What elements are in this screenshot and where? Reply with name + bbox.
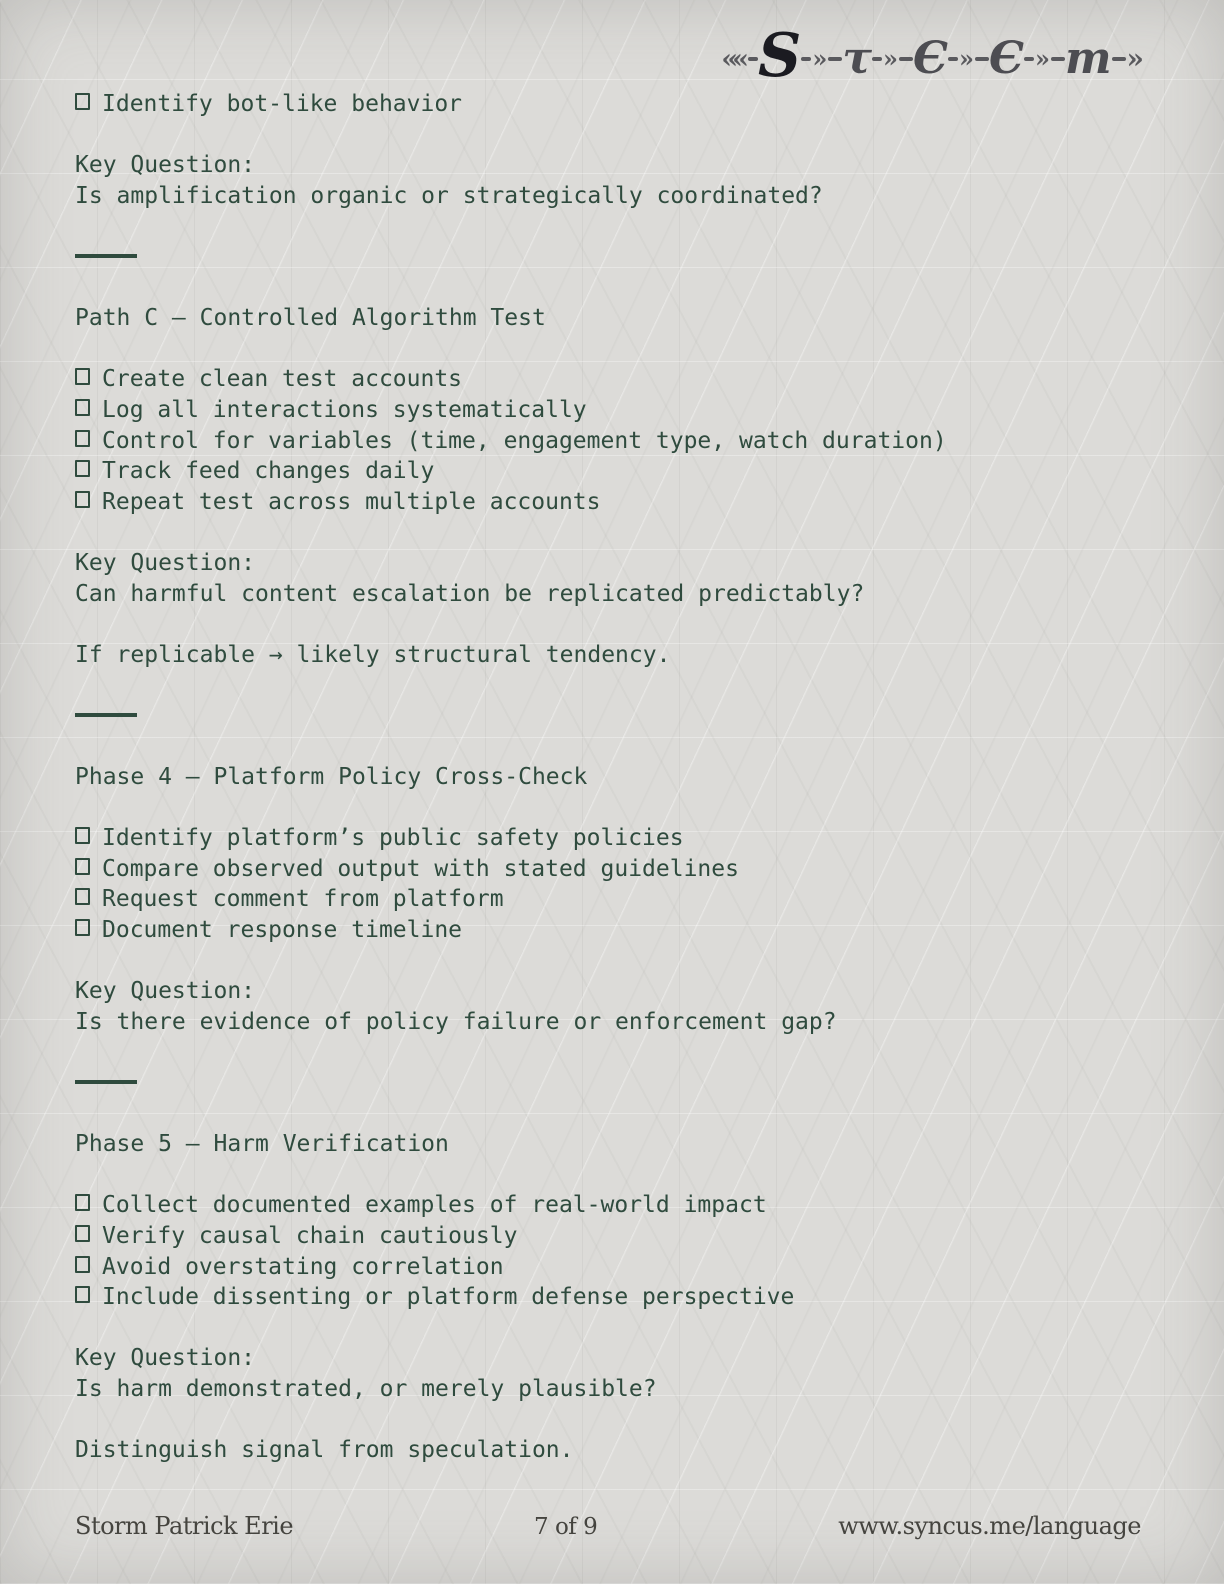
checklist-item — [75, 884, 1169, 915]
section-heading — [75, 303, 1169, 334]
logo-steem — [721, 21, 1144, 91]
checklist-item — [75, 1221, 1169, 1252]
logo-fletching-icon: «« — [721, 43, 743, 75]
checklist — [75, 364, 1169, 517]
logo-connector — [948, 44, 989, 73]
checklist-item-label: Include dissenting or platform defense perspective — [102, 1284, 795, 1311]
note — [75, 640, 1169, 671]
key-question-text: Is harm demonstrated, or merely plausible? — [75, 1375, 657, 1402]
logo-connector — [1024, 44, 1065, 73]
footer-author: Storm Patrick Erie — [75, 1512, 294, 1540]
note — [75, 1435, 1169, 1466]
key-question — [75, 150, 1169, 211]
key-question — [75, 1343, 1169, 1404]
footer-page-indicator: 7 of 9 — [534, 1514, 598, 1540]
checklist-item-label: Verify causal chain cautiously — [102, 1222, 518, 1249]
section-divider — [75, 1068, 1169, 1099]
logo-chevron-icon: » — [882, 44, 898, 73]
key-question — [75, 976, 1169, 1037]
key-question-label: Key Question: — [75, 549, 256, 576]
logo-letter-s: S — [757, 21, 802, 91]
checkbox-icon — [75, 491, 90, 508]
logo-chevron-icon: » — [958, 44, 974, 73]
checkbox-icon — [75, 1286, 90, 1303]
checklist-item-label: Identify bot-like behavior — [102, 91, 463, 117]
checklist-item — [75, 364, 1169, 395]
checklist-item — [75, 1252, 1169, 1283]
section-heading — [75, 762, 1169, 793]
checklist-item-label: Compare observed output with stated guidelines — [102, 855, 739, 882]
logo-chevron-icon: » — [1034, 44, 1050, 73]
divider-line — [75, 1080, 137, 1084]
checklist-item-label: Identify platform’s public safety policies — [102, 825, 684, 852]
checkbox-icon — [75, 1194, 90, 1211]
checkbox-icon — [75, 919, 90, 936]
divider-line — [75, 713, 137, 717]
checklist-item-label: Collect documented examples of real-world impact — [102, 1192, 767, 1219]
checklist-item-label: Log all interactions systematically — [102, 396, 587, 423]
checkbox-icon — [75, 858, 90, 875]
checklist-item — [75, 1190, 1169, 1221]
logo-letter-e2: Є — [988, 33, 1024, 85]
section-divider — [75, 242, 1169, 273]
logo-chevron-icon: » — [812, 44, 828, 73]
checklist-item — [75, 89, 1169, 120]
note-text: If replicable → likely structural tendency. — [75, 641, 671, 668]
key-question-label: Key Question: — [75, 978, 256, 1005]
checklist-item — [75, 426, 1169, 457]
divider-line — [75, 254, 137, 258]
logo-arrow-shaft — [1112, 57, 1126, 61]
checklist-item — [75, 1282, 1169, 1313]
note-text: Distinguish signal from speculation. — [75, 1437, 574, 1464]
logo-arrow-shaft — [748, 57, 758, 61]
checklist-item-label: Track feed changes daily — [102, 458, 435, 485]
checkbox-icon — [75, 827, 90, 844]
checkbox-icon — [75, 430, 90, 447]
key-question — [75, 548, 1169, 609]
checklist-item — [75, 395, 1169, 426]
logo-connector — [801, 44, 842, 73]
checklist-item-label: Request comment from platform — [102, 886, 504, 913]
checkbox-icon — [75, 399, 90, 416]
checkbox-icon — [75, 368, 90, 385]
key-question-text: Is amplification organic or strategically coordinated? — [75, 182, 823, 209]
key-question-text: Can harmful content escalation be replicated predictably? — [75, 580, 865, 607]
checklist-item — [75, 487, 1169, 518]
section-heading — [75, 1129, 1169, 1160]
section-heading-text: Phase 4 — Platform Policy Cross-Check — [75, 764, 588, 791]
logo-letter-e1: Є — [912, 33, 948, 85]
footer-url: www.syncus.me/language — [838, 1512, 1141, 1540]
section-divider — [75, 701, 1169, 732]
checklist-item — [75, 915, 1169, 946]
document-body — [75, 89, 1169, 1466]
logo-arrowhead-icon: » — [1126, 42, 1144, 75]
logo-letter-m: m — [1064, 33, 1112, 85]
checkbox-icon — [75, 460, 90, 477]
checklist-item — [75, 854, 1169, 885]
checklist-item-label: Control for variables (time, engagement type, watch duration) — [102, 427, 947, 454]
checkbox-icon — [75, 1256, 90, 1273]
checklist-item-label: Repeat test across multiple accounts — [102, 488, 601, 515]
checklist-item-label: Create clean test accounts — [102, 366, 463, 393]
checklist-item — [75, 456, 1169, 487]
checkbox-icon — [75, 93, 90, 110]
section-heading-text: Phase 5 — Harm Verification — [75, 1131, 449, 1158]
checklist-item-label: Document response timeline — [102, 917, 463, 944]
section-heading-text: Path C — Controlled Algorithm Test — [75, 305, 546, 332]
page-footer — [75, 1512, 1141, 1540]
checklist — [75, 89, 1169, 120]
logo-connector — [872, 44, 913, 73]
checklist — [75, 823, 1169, 945]
key-question-label: Key Question: — [75, 1345, 256, 1372]
checklist — [75, 1190, 1169, 1312]
checklist-item — [75, 823, 1169, 854]
checkbox-icon — [75, 1225, 90, 1242]
key-question-label: Key Question: — [75, 152, 256, 179]
checklist-item-label: Avoid overstating correlation — [102, 1253, 504, 1280]
logo-letter-t: τ — [842, 33, 872, 85]
checkbox-icon — [75, 888, 90, 905]
key-question-text: Is there evidence of policy failure or enforcement gap? — [75, 1008, 837, 1035]
